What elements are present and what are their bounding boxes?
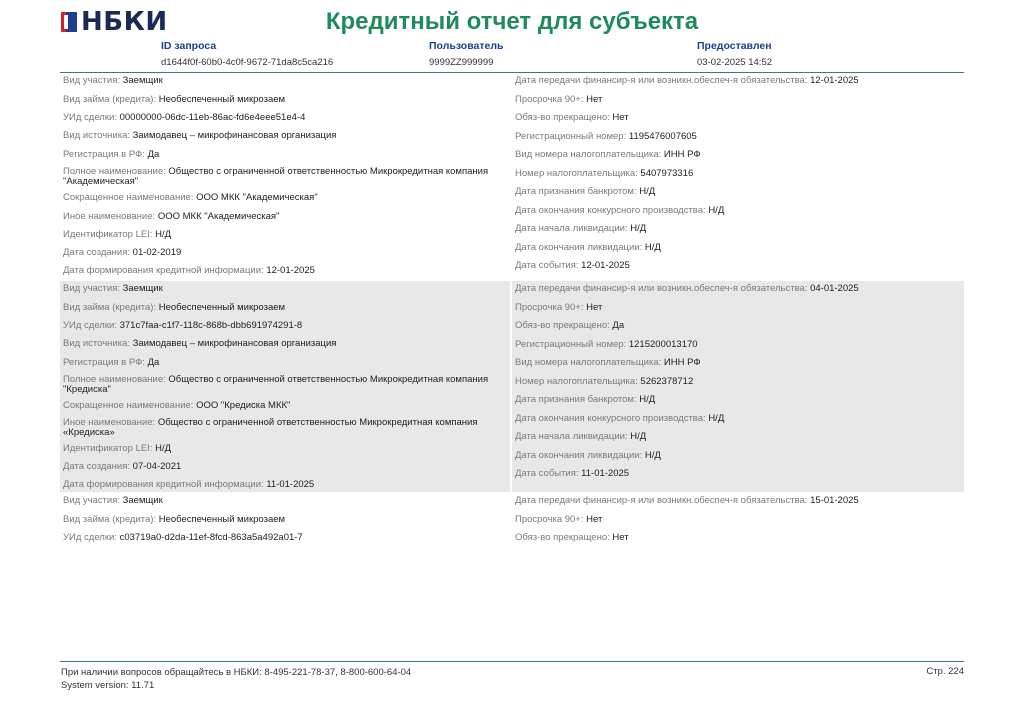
record-field [63, 480, 508, 490]
field-value: Заемщик [122, 283, 163, 294]
field-value: Да [147, 357, 160, 368]
request-id-value: d1644f0f-60b0-4c0f-9672-71da8c5ca216 [161, 57, 334, 68]
provided-value: 03-02-2025 14:52 [697, 57, 773, 68]
field-value: 15-01-2025 [810, 495, 859, 506]
record-field [515, 414, 960, 424]
request-id-label: ID запроса [161, 40, 217, 52]
record-field [63, 212, 508, 222]
record-field [63, 95, 508, 105]
field-value: Н/Д [644, 450, 661, 461]
field-label: Дата создания: [63, 247, 131, 258]
field-label: Дата начала ликвидации: [515, 223, 628, 234]
field-value: 12-01-2025 [266, 265, 315, 276]
record-field [63, 76, 508, 86]
record-field [515, 284, 960, 294]
field-value: Общество с ограниченной ответственностью Микрокредитная компания "Кредиска" [63, 374, 489, 395]
record-field [515, 169, 960, 179]
field-label: УИд сделки: [63, 320, 117, 331]
record-field [63, 266, 508, 276]
field-value: Н/Д [639, 394, 656, 405]
field-value: 12-01-2025 [810, 75, 859, 86]
field-value: Н/Д [630, 223, 647, 234]
field-label: Идентификатор LEI: [63, 443, 153, 454]
record-field [63, 248, 508, 258]
field-label: Вид участия: [63, 495, 120, 506]
field-value: 5262378712 [640, 376, 694, 387]
user-value: 9999ZZ999999 [429, 57, 494, 68]
field-value: Н/Д [155, 443, 172, 454]
record-field [515, 533, 960, 543]
record-column-left [60, 73, 510, 280]
field-label: Иное наименование: [63, 417, 156, 428]
field-label: Идентификатор LEI: [63, 229, 153, 240]
field-value: Да [612, 320, 625, 331]
field-label: УИд сделки: [63, 532, 117, 543]
field-label: Вид участия: [63, 75, 120, 86]
field-value: 00000000-06dc-11eb-86ac-fd6e4eee51e4-4 [119, 112, 306, 123]
field-label: Полное наименование: [63, 166, 166, 177]
page-title: Кредитный отчет для субъекта [325, 8, 699, 35]
record-column-left [60, 493, 510, 553]
footer-contact: При наличии вопросов обращайтесь в НБКИ: 8-495-221-78-37, 8-800-600-64-04 [61, 667, 412, 678]
record-field [63, 401, 508, 411]
field-value: Н/Д [155, 229, 172, 240]
field-value: Н/Д [630, 431, 647, 442]
footer-info [61, 666, 411, 692]
field-value: 1215200013170 [628, 339, 698, 350]
field-value: ИНН РФ [663, 357, 701, 368]
field-label: Вид источника: [63, 338, 130, 349]
field-value: Необеспеченный микрозаем [158, 514, 286, 525]
record-field [515, 469, 960, 479]
field-value: ООО МКК "Академическая" [157, 211, 280, 222]
field-value: Заемщик [122, 75, 163, 86]
field-value: Н/Д [708, 205, 725, 216]
field-value: Заимодавец – микрофинансовая организация [132, 338, 337, 349]
field-value: Нет [586, 514, 603, 525]
record-field [63, 284, 508, 294]
field-value: 12-01-2025 [581, 260, 630, 271]
field-value: 5407973316 [640, 168, 694, 179]
field-label: Дата передачи финансир-я или возникн.обеспеч-я обязательства: [515, 495, 808, 506]
record-field [515, 377, 960, 387]
field-value: Общество с ограниченной ответственностью Микрокредитная компания «Кредиска» [63, 417, 478, 438]
record-field [515, 206, 960, 216]
field-label: Обяз-во прекращено: [515, 532, 610, 543]
field-label: Вид займа (кредита): [63, 94, 157, 105]
user-label: Пользователь [429, 40, 504, 52]
record-field [515, 395, 960, 405]
record-field [63, 193, 508, 203]
field-value: Нет [612, 112, 629, 123]
field-label: Просрочка 90+: [515, 94, 584, 105]
field-value: Необеспеченный микрозаем [158, 302, 286, 313]
field-value: Общество с ограниченной ответственностью Микрокредитная компания "Академическая" [63, 166, 489, 187]
field-label: Дата создания: [63, 461, 131, 472]
record-field [63, 339, 508, 349]
record-field [515, 224, 960, 234]
record-field [515, 432, 960, 442]
record-column-right [512, 281, 964, 492]
field-label: Регистрация в РФ: [63, 357, 145, 368]
field-label: Дата признания банкротом: [515, 394, 637, 405]
field-label: Номер налогоплательщика: [515, 376, 638, 387]
record-field [63, 230, 508, 240]
field-label: Дата начала ликвидации: [515, 431, 628, 442]
field-label: Дата формирования кредитной информации: [63, 479, 264, 490]
footer-divider [60, 661, 964, 662]
record-field [63, 321, 508, 331]
field-value: ООО "Кредиска МКК" [196, 400, 291, 411]
record-field [515, 243, 960, 253]
record-field [515, 76, 960, 86]
field-value: Да [147, 149, 160, 160]
record-field [515, 303, 960, 313]
field-label: Иное наименование: [63, 211, 156, 222]
field-label: УИд сделки: [63, 112, 117, 123]
field-value: Н/Д [639, 186, 656, 197]
user-block [429, 40, 503, 68]
record-field [63, 533, 508, 543]
record-field [515, 150, 960, 160]
field-label: Сокращенное наименование: [63, 400, 194, 411]
field-label: Дата окончания ликвидации: [515, 242, 643, 253]
record-field [515, 261, 960, 271]
field-value: Заемщик [122, 495, 163, 506]
record-field [515, 515, 960, 525]
field-value: Нет [586, 94, 603, 105]
field-value: Н/Д [708, 413, 725, 424]
record-field [515, 132, 960, 142]
field-label: Номер налогоплательщика: [515, 168, 638, 179]
field-label: Регистрационный номер: [515, 339, 627, 350]
record-field [63, 358, 508, 368]
record-field [515, 321, 960, 331]
credit-record [60, 73, 964, 280]
field-label: Вид займа (кредита): [63, 302, 157, 313]
record-field [515, 451, 960, 461]
field-label: Дата передачи финансир-я или возникн.обеспеч-я обязательства: [515, 75, 808, 86]
record-column-left [60, 281, 510, 492]
field-label: Полное наименование: [63, 374, 166, 385]
field-value: 11-01-2025 [266, 479, 315, 490]
logo-text: НБКИ [81, 7, 168, 37]
field-label: Регистрационный номер: [515, 131, 627, 142]
field-value: 1195476007605 [628, 131, 697, 142]
page-number: Стр. 224 [926, 666, 964, 677]
field-label: Обяз-во прекращено: [515, 112, 610, 123]
field-value: 371c7faa-c1f7-118c-868b-dbb691974291-8 [119, 320, 303, 331]
record-field [515, 187, 960, 197]
field-label: Обяз-во прекращено: [515, 320, 610, 331]
field-label: Вид источника: [63, 130, 130, 141]
field-value: 07-04-2021 [132, 461, 182, 472]
field-value: Нет [612, 532, 629, 543]
field-label: Вид номера налогоплательщика: [515, 357, 662, 368]
field-value: Н/Д [644, 242, 661, 253]
field-label: Вид займа (кредита): [63, 514, 157, 525]
record-field [63, 515, 508, 525]
record-field [63, 150, 508, 160]
field-value: 04-01-2025 [810, 283, 859, 294]
field-value: Заимодавец – микрофинансовая организация [132, 130, 337, 141]
record-field [515, 95, 960, 105]
credit-record [60, 493, 964, 553]
field-value: 01-02-2019 [132, 247, 182, 258]
credit-record [60, 281, 964, 492]
record-field [63, 131, 508, 141]
field-value: Необеспеченный микрозаем [158, 94, 286, 105]
field-label: Дата окончания конкурсного производства: [515, 413, 706, 424]
field-label: Дата события: [515, 468, 579, 479]
record-field [515, 496, 960, 506]
field-value: ООО МКК "Академическая" [196, 192, 318, 203]
record-column-right [512, 73, 964, 280]
field-label: Дата формирования кредитной информации: [63, 265, 264, 276]
record-field [63, 496, 508, 506]
record-field [63, 167, 508, 187]
field-value: ИНН РФ [663, 149, 701, 160]
record-field [63, 462, 508, 472]
record-field [63, 113, 508, 123]
field-label: Дата передачи финансир-я или возникн.обеспеч-я обязательства: [515, 283, 808, 294]
field-label: Просрочка 90+: [515, 302, 584, 313]
provided-label: Предоставлен [697, 40, 772, 52]
request-id-block [161, 40, 333, 68]
record-field [63, 375, 508, 395]
record-field [515, 340, 960, 350]
field-label: Дата признания банкротом: [515, 186, 637, 197]
field-label: Вид участия: [63, 283, 120, 294]
field-value: Нет [586, 302, 603, 313]
field-label: Просрочка 90+: [515, 514, 584, 525]
field-value: 11-01-2025 [581, 468, 630, 479]
record-field [515, 113, 960, 123]
provided-block [697, 40, 772, 68]
record-column-right [512, 493, 964, 553]
field-label: Сокращенное наименование: [63, 192, 194, 203]
footer-version: System version: 11.71 [61, 680, 155, 691]
field-label: Дата окончания конкурсного производства: [515, 205, 706, 216]
field-label: Регистрация в РФ: [63, 149, 145, 160]
record-field [63, 418, 508, 438]
field-label: Вид номера налогоплательщика: [515, 149, 662, 160]
record-field [515, 358, 960, 368]
field-label: Дата события: [515, 260, 579, 271]
field-value: c03719a0-d2da-11ef-8fcd-863a5a492a01-7 [119, 532, 303, 543]
record-field [63, 444, 508, 454]
field-label: Дата окончания ликвидации: [515, 450, 643, 461]
record-field [63, 303, 508, 313]
